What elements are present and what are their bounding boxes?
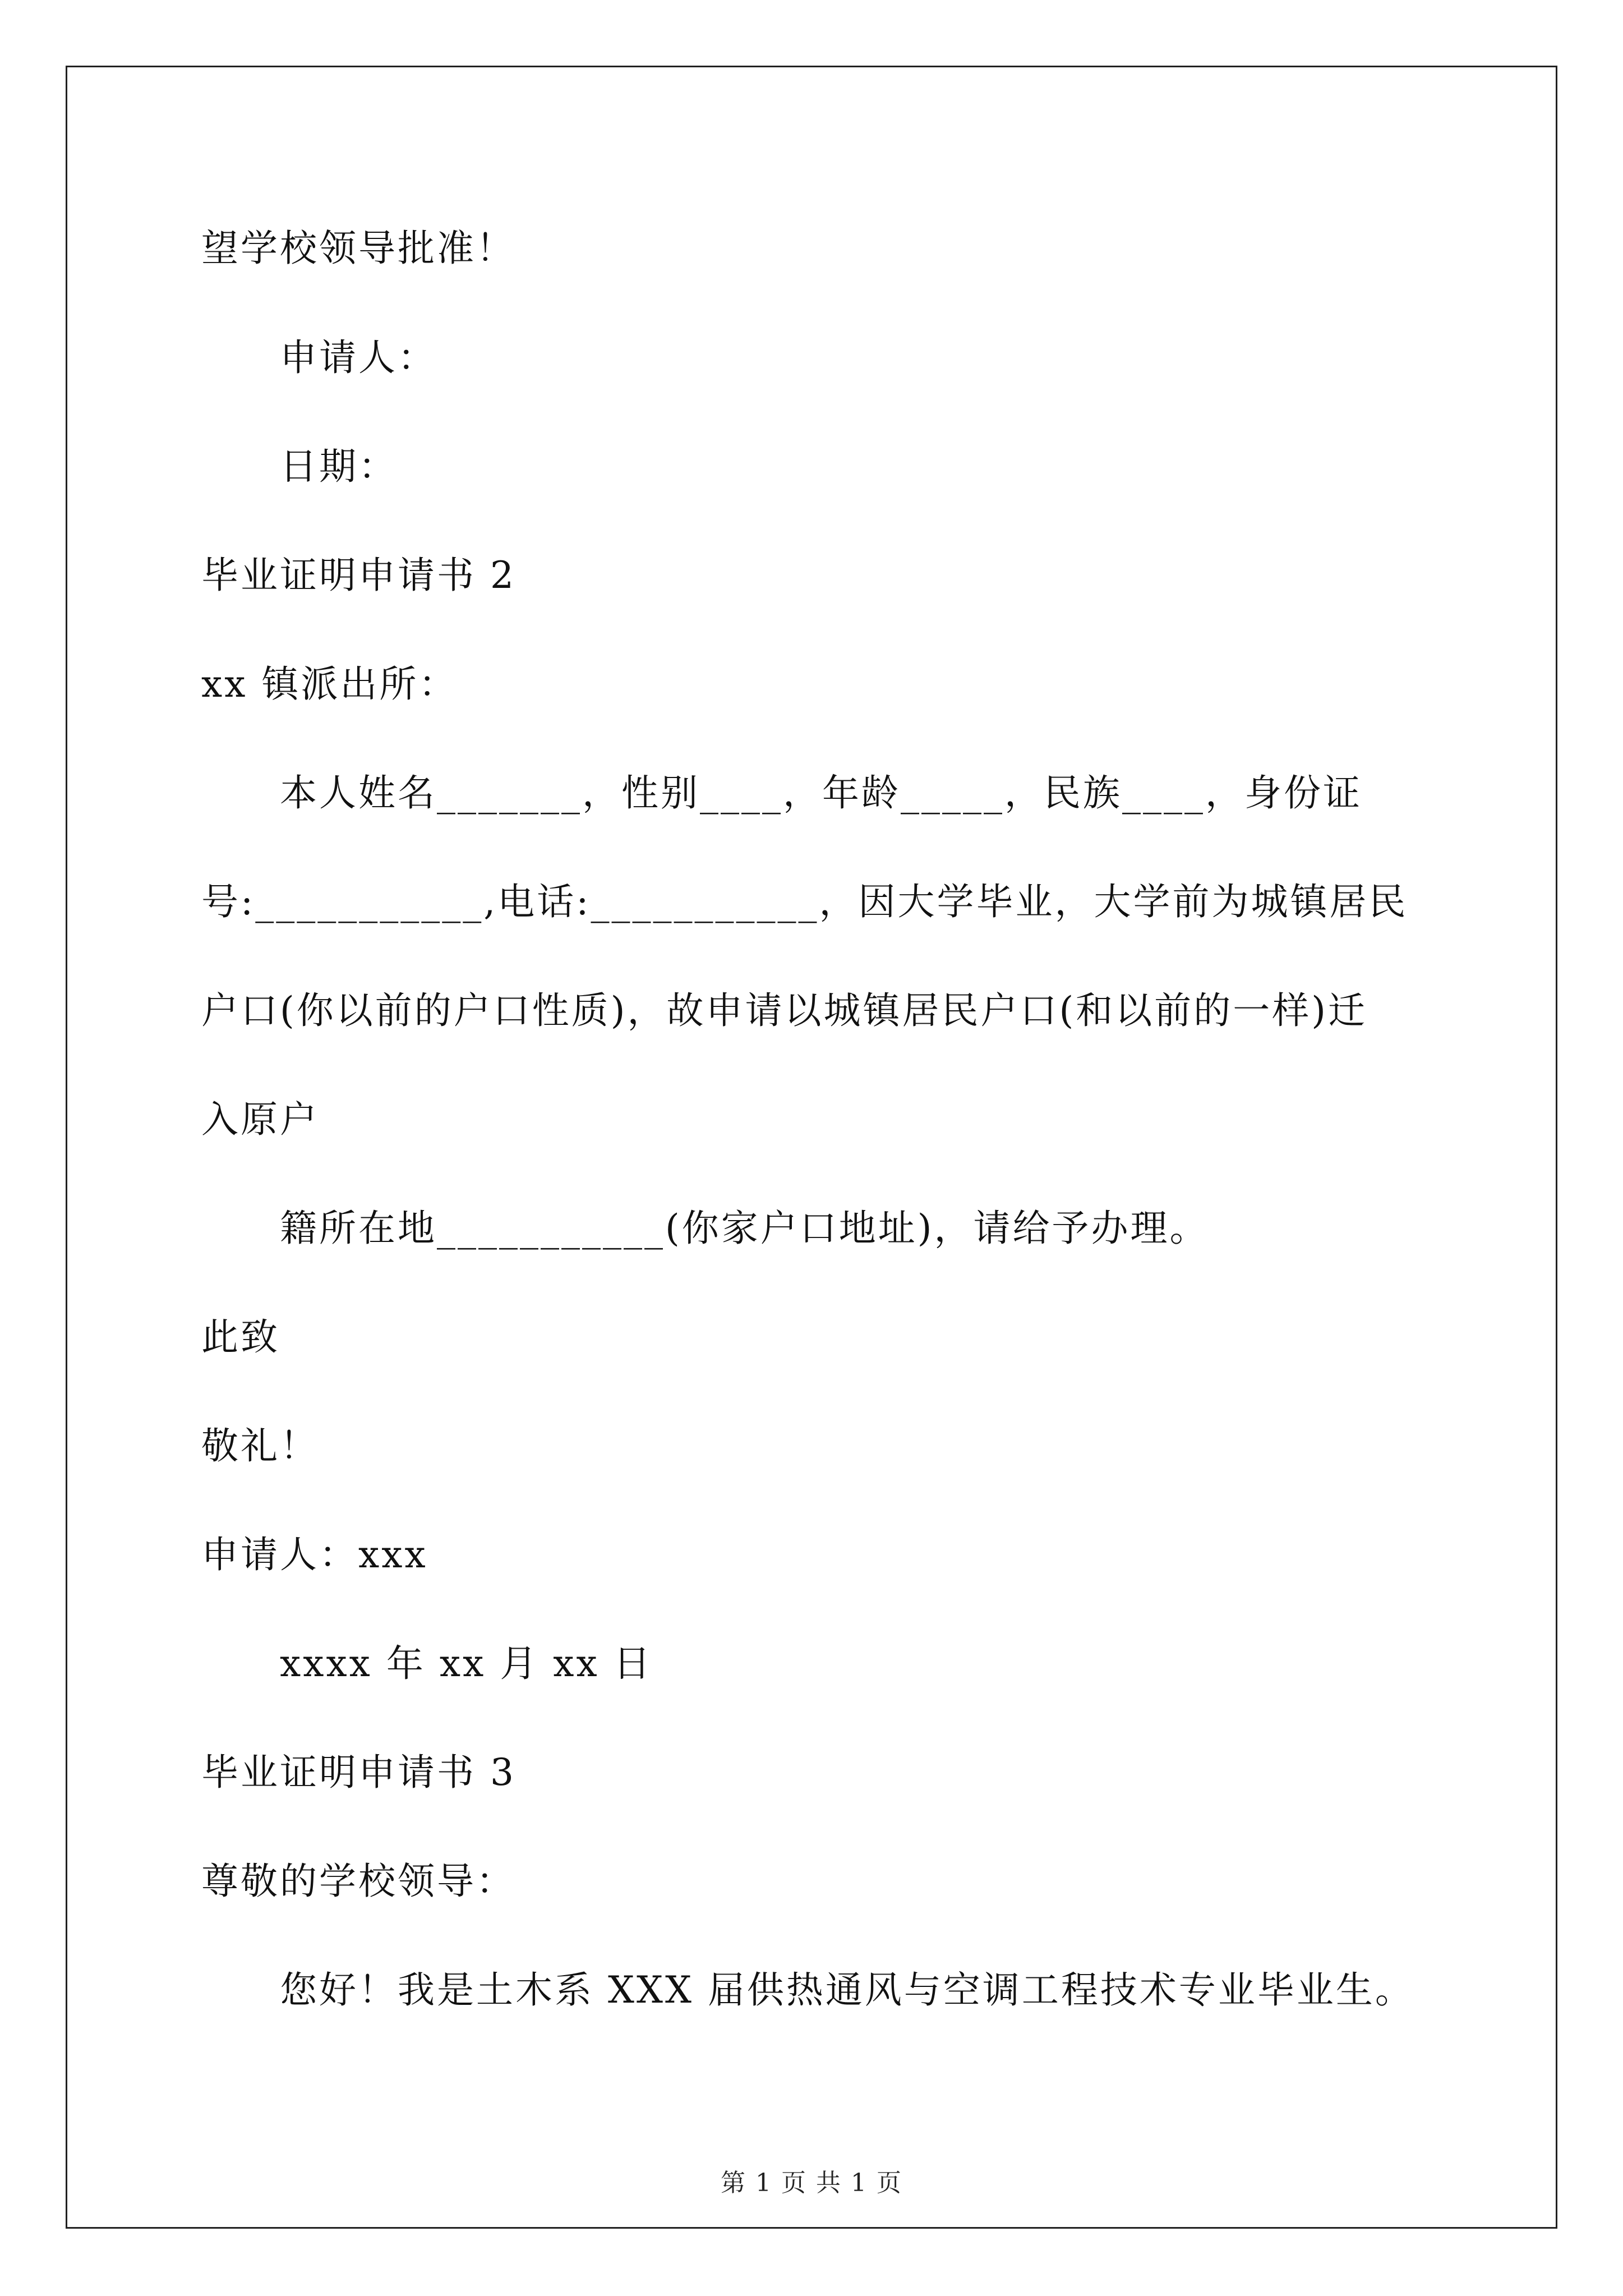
text-line: 日期： (280, 445, 398, 488)
text-line: 申请人： (280, 336, 437, 379)
text-line: 户口(你以前的户口性质)，故申请以城镇居民户口(和以前的一样)迁 (201, 989, 1367, 1032)
section-heading: 毕业证明申请书 3 (201, 1751, 516, 1794)
text-line: 您好！我是土木系 XXX 届供热通风与空调工程技术专业毕业生。 (280, 1968, 1414, 2012)
document-body (201, 67, 1502, 2230)
text-line: 此致 (201, 1315, 280, 1359)
text-line: 敬礼！ (201, 1424, 319, 1467)
text-line: 申请人：xxx (201, 1533, 428, 1576)
text-line: xxxx 年 xx 月 xx 日 (280, 1642, 653, 1685)
text-line: 本人姓名_______，性别____，年龄_____，民族____，身份证 (280, 771, 1362, 815)
text-line: 籍所在地___________(你家户口地址)，请给予办理。 (280, 1207, 1209, 1250)
text-line: 尊敬的学校领导： (201, 1860, 515, 1903)
text-line: 望学校领导批准！ (201, 227, 515, 270)
text-line: xx 镇派出所： (201, 662, 458, 706)
page-footer: 第 1 页 共 1 页 (721, 2169, 902, 2197)
page-border (66, 66, 1557, 2229)
text-line: 号:___________,电话:___________，因大学毕业，大学前为城镇居民 (201, 880, 1408, 923)
section-heading: 毕业证明申请书 2 (201, 554, 516, 597)
text-line: 入原户 (201, 1098, 319, 1141)
